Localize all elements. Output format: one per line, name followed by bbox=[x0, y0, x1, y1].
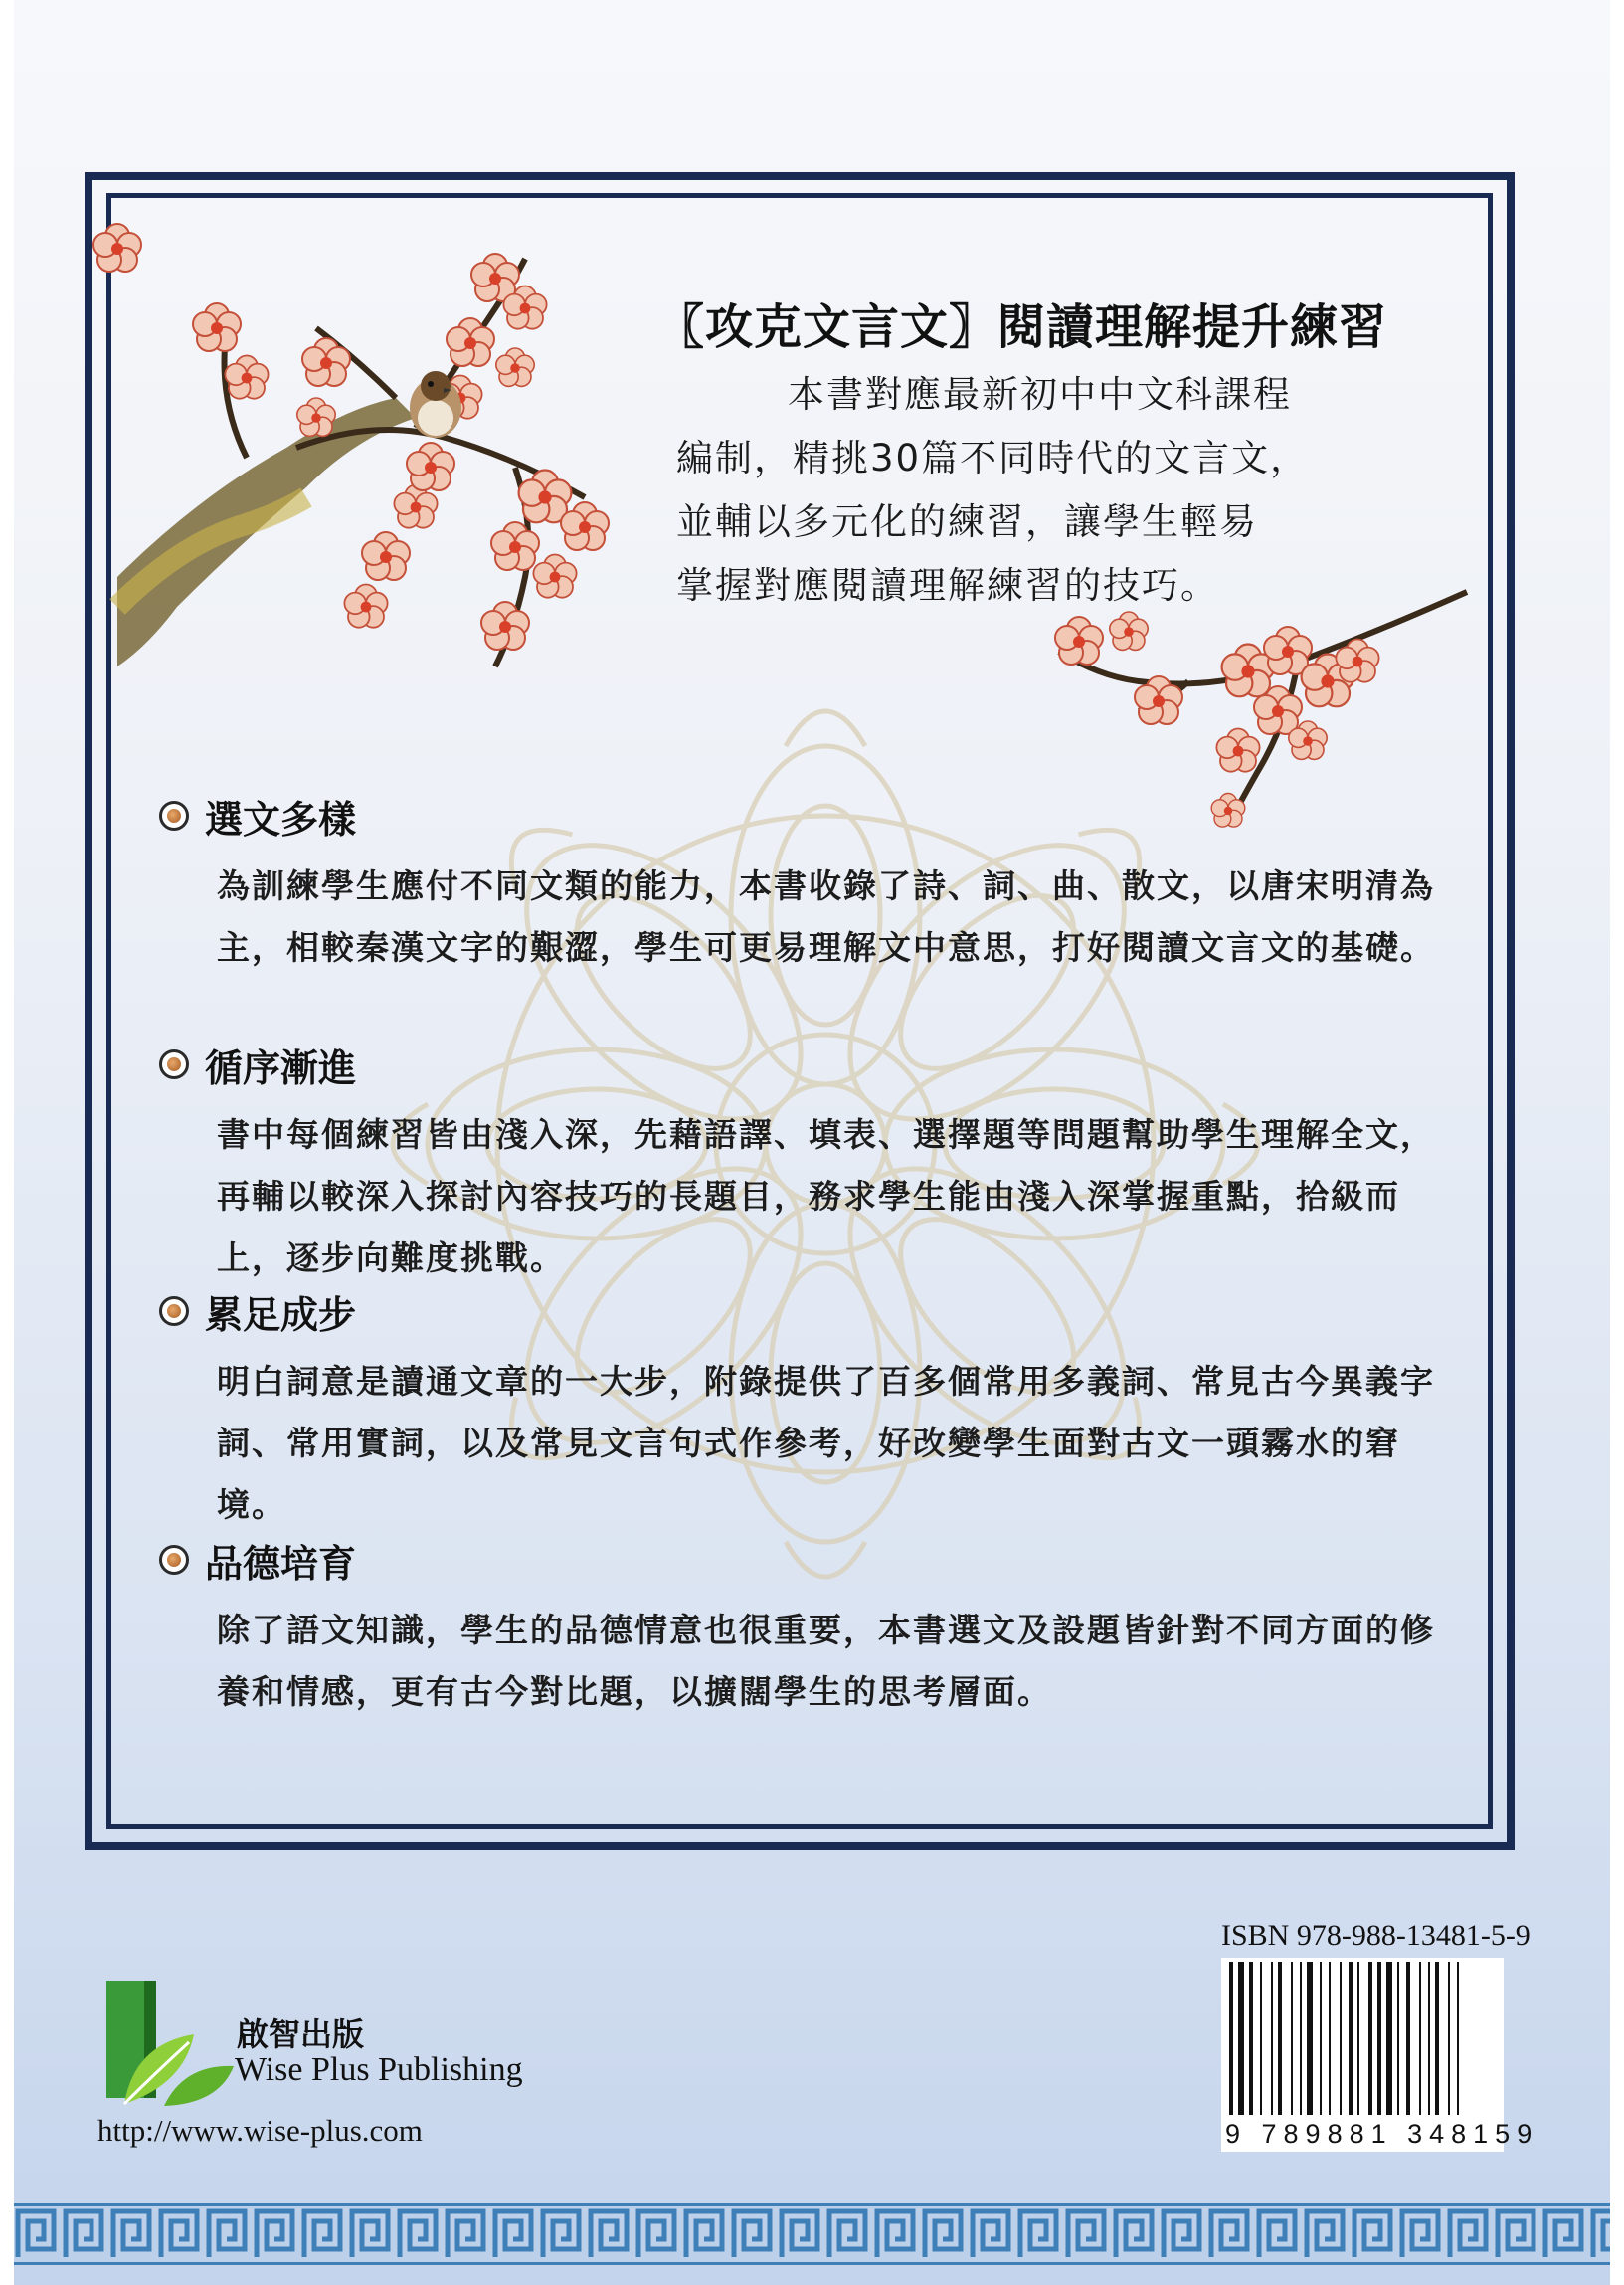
barcode-number: 9 789881 348159 bbox=[1221, 2116, 1504, 2152]
book-title: 〖攻克文言文〗閱讀理解提升練習 bbox=[656, 299, 1388, 355]
section-body: 明白詞意是讀通文章的一大步，附錄提供了百多個常用多義詞、常見古今異義字詞、常用實詞，以及常見文言句式作參考，好改變學生面對古文一頭霧水的窘境。 bbox=[217, 1362, 1435, 1524]
intro-line: 編制，精挑30篇不同時代的文言文， bbox=[676, 437, 1310, 479]
bullet-icon bbox=[159, 1049, 189, 1079]
section-heading: 品德培育 bbox=[205, 1540, 357, 1586]
publisher-name-cn: 啟智出版 bbox=[237, 2015, 365, 2053]
bullet-icon bbox=[159, 1296, 189, 1326]
barcode-icon bbox=[1221, 1958, 1504, 2119]
section-body: 除了語文知識，學生的品德情意也很重要，本書選文及設題皆針對不同方面的修養和情感，更有古今對比題，以擴闊學生的思考層面。 bbox=[217, 1611, 1435, 1711]
isbn-label: ISBN 978-988-13481-5-9 bbox=[1221, 1919, 1531, 1952]
section-heading: 選文多樣 bbox=[205, 796, 357, 842]
intro-paragraph bbox=[676, 363, 1412, 618]
section-body: 書中每個練習皆由淺入深，先藉語譯、填表、選擇題等問題幫助學生理解全文，再輔以較深入探討內容技巧的長題目，務求學生能由淺入深掌握重點，拾級而上，逐步向難度挑戰。 bbox=[217, 1115, 1435, 1277]
page-edge-left bbox=[0, 0, 14, 2285]
section-heading: 循序漸進 bbox=[205, 1045, 357, 1090]
intro-line: 並輔以多元化的練習，讓學生輕易 bbox=[676, 500, 1258, 543]
feature-section bbox=[159, 1530, 1442, 1723]
feature-section bbox=[159, 1035, 1442, 1289]
bullet-icon bbox=[159, 1545, 189, 1575]
feature-section bbox=[159, 1281, 1442, 1536]
greek-key-border bbox=[14, 2203, 1610, 2265]
publisher-url[interactable]: http://www.wise-plus.com bbox=[97, 2113, 423, 2148]
section-body: 為訓練學生應付不同文類的能力，本書收錄了詩、詞、曲、散文，以唐宋明清為主，相較秦漢文字的艱澀，學生可更易理解文中意思，打好閱讀文言文的基礎。 bbox=[217, 866, 1435, 967]
section-heading: 累足成步 bbox=[205, 1291, 357, 1337]
publisher-name-en: Wise Plus Publishing bbox=[235, 2051, 523, 2088]
bullet-icon bbox=[159, 801, 189, 831]
plum-blossom-branch-illustration bbox=[117, 249, 674, 686]
intro-line: 掌握對應閱讀理解練習的技巧。 bbox=[676, 564, 1219, 607]
intro-line: 本書對應最新初中中文科課程 bbox=[788, 373, 1292, 416]
publisher-logo-icon bbox=[94, 1975, 244, 2124]
page-edge-right bbox=[1610, 0, 1624, 2285]
feature-section bbox=[159, 786, 1442, 979]
